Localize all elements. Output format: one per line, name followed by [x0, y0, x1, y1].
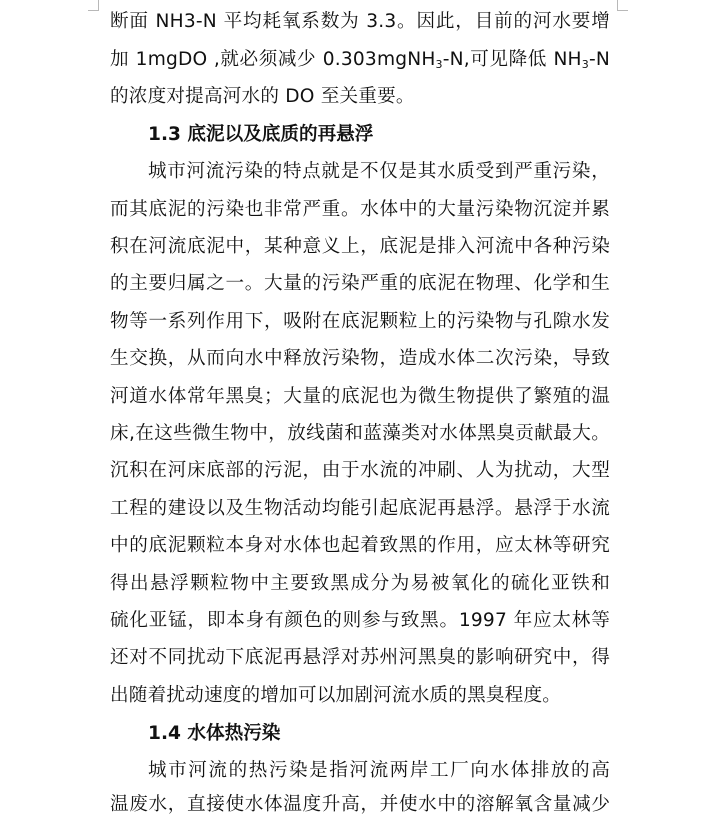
margin-corner-mark-left	[88, 0, 99, 11]
section-heading-1-3: 1.3 底泥以及底质的再悬浮	[148, 124, 374, 145]
paragraph-line: 生交换，从而向水中释放污染物，造成水体二次污染，导致	[110, 348, 610, 369]
paragraph-line: 中的底泥颗粒本身对水体也起着致黑的作用，应太林等研究	[110, 535, 610, 556]
margin-corner-mark-right	[617, 0, 628, 11]
subscript: 3	[581, 58, 589, 71]
paragraph-line: 断面 NH3-N 平均耗氧系数为 3.3。因此，目前的河水要增	[110, 11, 610, 32]
paragraph-line: 工程的建设以及生物活动均能引起底泥再悬浮。悬浮于水流	[110, 498, 610, 519]
clipped-line-container	[110, 789, 610, 815]
section-heading-1-4: 1.4 水体热污染	[148, 723, 281, 744]
paragraph-line: 还对不同扰动下底泥再悬浮对苏州河黑臭的影响研究中，得	[110, 647, 610, 668]
text-segment: 加 1mgDO ,就必须减少 0.303mgNH	[110, 49, 436, 70]
paragraph-line: 出随着扰动速度的增加可以加剧河流水质的黑臭程度。	[110, 685, 562, 706]
paragraph-line: 积在河流底泥中，某种意义上，底泥是排入河流中各种污染	[110, 236, 610, 257]
paragraph-line: 的浓度对提高河水的 DO 至关重要。	[110, 86, 415, 107]
paragraph-line: 城市河流的热污染是指河流两岸工厂向水体排放的高	[148, 760, 610, 781]
paragraph-line: 得出悬浮颗粒物中主要致黑成分为易被氧化的硫化亚铁和	[110, 573, 610, 594]
paragraph-line: 床,在这些微生物中，放线菌和蓝藻类对水体黑臭贡献最大。	[110, 423, 610, 444]
paragraph-line: 沉积在河床底部的污泥，由于水流的冲刷、人为扰动，大型	[110, 460, 610, 481]
paragraph-line: 城市河流污染的特点就是不仅是其水质受到严重污染，	[148, 161, 610, 182]
subscript: 3	[435, 58, 443, 71]
paragraph-line-with-subscripts	[110, 42, 610, 78]
paragraph-line: 而其底泥的污染也非常严重。水体中的大量污染物沉淀并累	[110, 199, 610, 220]
paragraph-line: 物等一系列作用下，吸附在底泥颗粒上的污染物与孔隙水发	[110, 311, 610, 332]
paragraph-line: 的主要归属之一。大量的污染严重的底泥在物理、化学和生	[110, 273, 610, 294]
text-segment: -N	[588, 49, 610, 70]
text-segment: -N,可见降低 NH	[442, 49, 582, 70]
paragraph-line-partial: 温废水，直接使水体温度升高，并使水中的溶解氧含量减少	[110, 794, 610, 815]
paragraph-line: 硫化亚锰，即本身有颜色的则参与致黑。1997 年应太林等	[110, 610, 610, 631]
paragraph-line: 河道水体常年黑臭；大量的底泥也为微生物提供了繁殖的温	[110, 386, 610, 407]
